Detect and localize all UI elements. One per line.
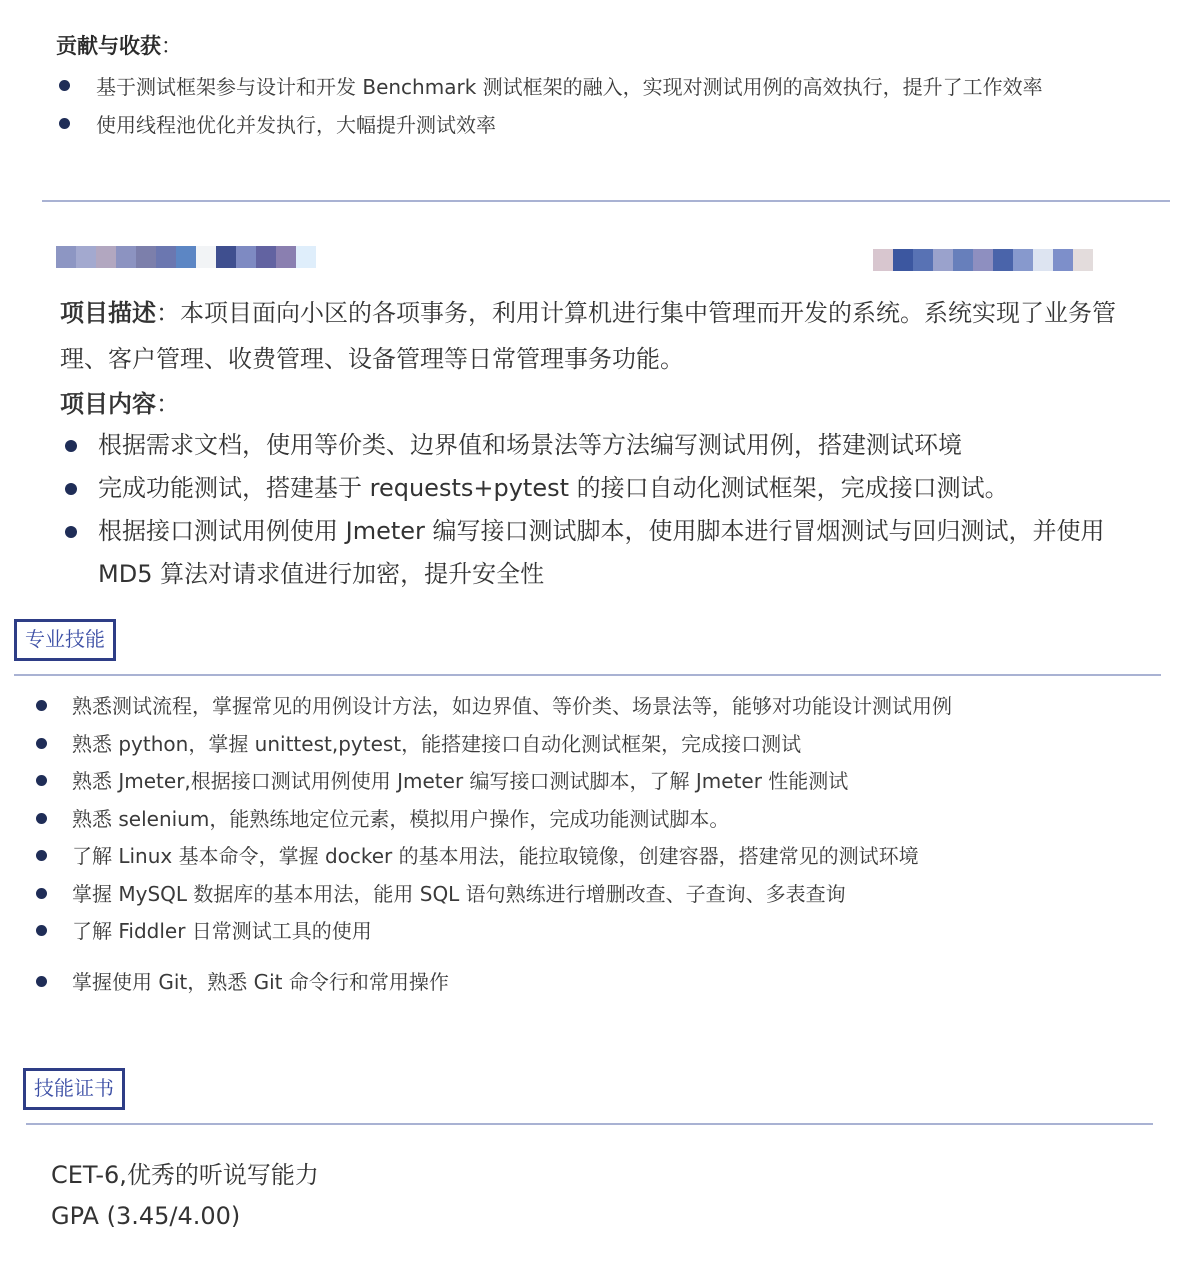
project-content-label: 项目内容 <box>60 390 156 418</box>
list-item-text: 使用线程池优化并发执行，大幅提升测试效率 <box>96 113 496 137</box>
list-item-text: 了解 Fiddler 日常测试工具的使用 <box>72 919 372 943</box>
project-description <box>60 290 1130 382</box>
redaction-pixel <box>893 249 913 271</box>
list-item <box>34 726 1144 764</box>
redaction-pixel <box>933 249 953 271</box>
list-item-text: 根据接口测试用例使用 Jmeter 编写接口测试脚本，使用脚本进行冒烟测试与回归测试，并使用 MD5 算法对请求值进行加密，提升安全性 <box>98 517 1105 588</box>
redaction-pixel <box>56 246 76 268</box>
certificates-section-tag <box>23 1068 125 1110</box>
redaction-pixel <box>176 246 196 268</box>
list-item-text: 根据需求文档，使用等价类、边界值和场景法等方法编写测试用例，搭建测试环境 <box>98 431 962 459</box>
section-divider <box>14 674 1161 676</box>
contributions-heading-label: 贡献与收获 <box>56 34 161 58</box>
redacted-project-date <box>873 249 1093 271</box>
list-item-text: 掌握使用 Git，熟悉 Git 命令行和常用操作 <box>72 969 449 994</box>
list-item <box>34 838 1144 876</box>
redaction-pixel <box>873 249 893 271</box>
list-item-text: 掌握 MySQL 数据库的基本用法，能用 SQL 语句熟练进行增删改查、子查询、多表查询 <box>72 881 846 906</box>
contributions-heading <box>56 30 182 60</box>
project-content-colon: ： <box>156 390 180 418</box>
redaction-pixel <box>1033 249 1053 271</box>
list-item <box>34 763 1144 801</box>
redaction-pixel <box>1073 249 1093 271</box>
redaction-pixel <box>973 249 993 271</box>
bullet-icon <box>36 813 47 824</box>
skills-section-tag <box>14 619 116 661</box>
list-item <box>34 913 1144 951</box>
project-content-list <box>60 424 1130 596</box>
bullet-icon <box>59 118 70 129</box>
list-item <box>60 510 1130 596</box>
redaction-pixel <box>216 246 236 268</box>
certificate-line: CET-6,优秀的听说写能力 <box>51 1161 319 1189</box>
redaction-pixel <box>76 246 96 268</box>
redaction-pixel <box>196 246 216 268</box>
redaction-pixel <box>116 246 136 268</box>
list-item <box>34 964 1144 1002</box>
list-item-text: 熟悉 selenium，能熟练地定位元素，模拟用户操作，完成功能测试脚本。 <box>72 806 730 831</box>
bullet-icon <box>65 526 77 538</box>
redaction-pixel <box>156 246 176 268</box>
contributions-list <box>56 68 1136 144</box>
project-description-text: ：本项目面向小区的各项事务，利用计算机进行集中管理而开发的系统。系统实现了业务管理、客户管理、收费管理、设备管理等日常管理事务功能。 <box>60 299 1116 373</box>
list-item-text: 熟悉 Jmeter,根据接口测试用例使用 Jmeter 编写接口测试脚本，了解 Jmeter 性能测试 <box>72 769 849 793</box>
section-divider <box>26 1123 1153 1125</box>
bullet-icon <box>36 976 47 987</box>
bullet-icon <box>36 700 47 711</box>
redaction-pixel <box>1013 249 1033 271</box>
redaction-pixel <box>276 246 296 268</box>
redaction-pixel <box>96 246 116 268</box>
bullet-icon <box>36 738 47 749</box>
redaction-pixel <box>136 246 156 268</box>
list-item-text: 完成功能测试，搭建基于 requests+pytest 的接口自动化测试框架，完成接口测试。 <box>98 474 1009 502</box>
redaction-pixel <box>1053 249 1073 271</box>
list-item-text: 了解 Linux 基本命令，掌握 docker 的基本用法，能拉取镜像，创建容器，搭建常见的测试环境 <box>72 844 919 868</box>
list-item <box>56 106 1136 144</box>
list-item <box>60 467 1130 510</box>
list-item <box>60 424 1130 467</box>
certificate-line: GPA (3.45/4.00) <box>51 1202 241 1230</box>
project-content-heading <box>60 384 180 419</box>
list-item <box>34 876 1144 914</box>
skills-section-tag-label: 专业技能 <box>25 627 105 651</box>
contributions-heading-colon: ： <box>161 34 182 58</box>
redaction-pixel <box>953 249 973 271</box>
project-description-label: 项目描述 <box>60 299 156 327</box>
bullet-icon <box>36 775 47 786</box>
list-item <box>56 68 1136 106</box>
bullet-icon <box>59 80 70 91</box>
bullet-icon <box>36 850 47 861</box>
bullet-icon <box>65 440 77 452</box>
section-divider <box>42 200 1170 202</box>
list-item-text: 基于测试框架参与设计和开发 Benchmark 测试框架的融入，实现对测试用例的高效执行，提升了工作效率 <box>96 75 1043 99</box>
list-item <box>34 801 1144 839</box>
bullet-icon <box>65 483 77 495</box>
redacted-project-name <box>56 246 316 268</box>
list-item <box>34 688 1144 726</box>
redaction-pixel <box>913 249 933 271</box>
certificates-section-tag-label: 技能证书 <box>34 1076 114 1100</box>
redaction-pixel <box>993 249 1013 271</box>
bullet-icon <box>36 888 47 899</box>
bullet-icon <box>36 925 47 936</box>
redaction-pixel <box>236 246 256 268</box>
list-item-text: 熟悉 python，掌握 unittest,pytest，能搭建接口自动化测试框架，完成接口测试 <box>72 731 802 756</box>
redaction-pixel <box>256 246 276 268</box>
list-item-text: 熟悉测试流程，掌握常见的用例设计方法，如边界值、等价类、场景法等，能够对功能设计测试用例 <box>72 694 952 718</box>
skills-list <box>34 688 1144 1001</box>
redaction-pixel <box>296 246 316 268</box>
